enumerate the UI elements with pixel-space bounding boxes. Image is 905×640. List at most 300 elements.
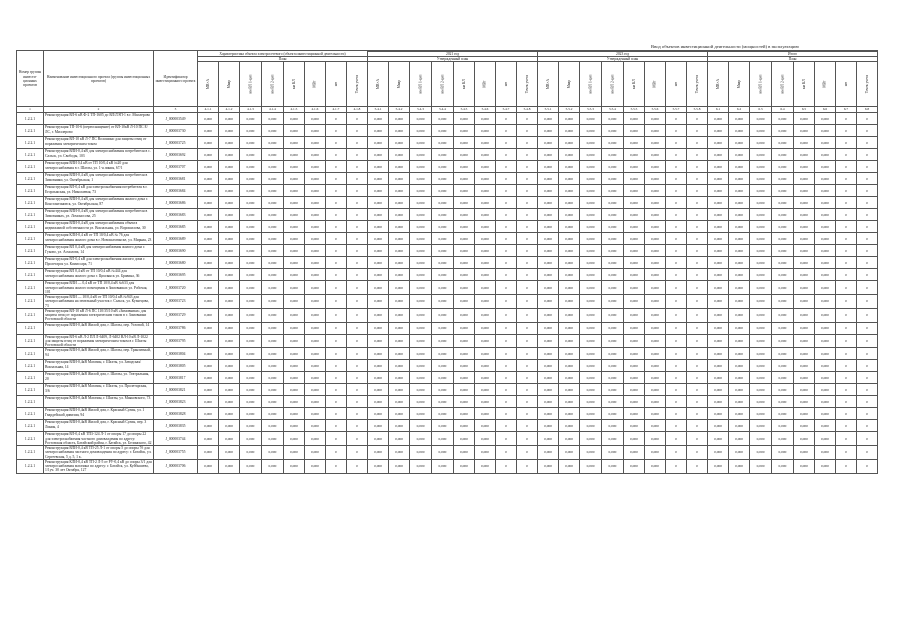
row-value: 0,000	[368, 281, 389, 295]
column-index: 6.8	[856, 107, 877, 113]
row-value: 0,000	[814, 161, 835, 173]
row-value: 0	[325, 322, 346, 334]
row-value: 0	[686, 209, 707, 221]
row-value: 0,000	[219, 161, 240, 173]
row-value: 0,000	[219, 372, 240, 384]
header-unit-3-5	[814, 62, 835, 107]
row-value: 0	[495, 420, 516, 432]
row-value: 0,000	[389, 269, 410, 281]
row-value: 0,000	[814, 348, 835, 360]
header-unit-2-3	[602, 62, 624, 107]
row-value: 0	[325, 360, 346, 372]
header-characteristics: Характеристика объекта электросетевого (объекта инвестиционной деятельности)	[198, 51, 368, 57]
row-value: 0	[325, 420, 346, 432]
row-value: 0,000	[389, 446, 410, 460]
row-value: 0,000	[453, 269, 474, 281]
row-value: 0	[835, 125, 856, 137]
header-unit-0-2	[240, 62, 262, 107]
row-value: 0,000	[198, 372, 219, 384]
header-unit-0-6-text: шт	[333, 82, 338, 87]
row-value: 0,000	[538, 209, 559, 221]
row-value: 0,000	[793, 173, 814, 185]
row-value: 0,000	[729, 348, 750, 360]
row-value: 0,000	[750, 384, 772, 396]
row-value: 0,000	[729, 113, 750, 125]
row-value: 0,000	[538, 173, 559, 185]
row-value: 0,000	[793, 221, 814, 233]
column-index: 5.4.3	[410, 107, 432, 113]
row-value: 0,000	[219, 245, 240, 257]
row-value: 0,000	[283, 459, 304, 473]
row-value: 0,000	[240, 408, 262, 420]
row-value: 0,000	[602, 360, 624, 372]
row-value: 0,000	[432, 245, 454, 257]
row-value: 0,000	[580, 446, 602, 460]
row-value: 0,000	[623, 408, 644, 420]
header-unit-1-6	[495, 62, 516, 107]
row-value: 0,000	[410, 197, 432, 209]
row-value: 0,000	[283, 308, 304, 322]
row-value: 0,000	[729, 233, 750, 245]
row-value: 0,000	[814, 446, 835, 460]
row-value: 0,000	[304, 137, 325, 149]
row-value: 0,000	[410, 125, 432, 137]
row-value: 0,000	[198, 334, 219, 348]
row-value: 0,000	[261, 245, 283, 257]
row-value: 0	[856, 113, 877, 125]
row-code: 1.2.2.1	[17, 257, 44, 269]
header-plan-total: План	[708, 57, 878, 62]
row-value: 0,000	[708, 269, 729, 281]
row-value: 0,000	[750, 173, 772, 185]
row-value: 0	[495, 446, 516, 460]
row-value: 0	[495, 257, 516, 269]
row-value: 0	[516, 185, 537, 197]
row-value: 0,000	[283, 221, 304, 233]
row-value: 0,000	[410, 113, 432, 125]
row-value: 0,000	[198, 125, 219, 137]
row-id: J_000003680	[154, 257, 198, 269]
row-value: 0,000	[623, 334, 644, 348]
header-unit-0-7-text: Точек учета	[354, 75, 359, 94]
row-value: 0,000	[283, 408, 304, 420]
row-value: 0,000	[432, 308, 454, 322]
row-value: 0,000	[410, 360, 432, 372]
row-value: 0	[686, 221, 707, 233]
row-value: 0,000	[198, 384, 219, 396]
row-value: 0,000	[750, 281, 772, 295]
row-value: 0,000	[261, 446, 283, 460]
row-value: 0,000	[602, 281, 624, 295]
row-value: 0,000	[644, 295, 665, 309]
row-value: 0	[516, 173, 537, 185]
row-value: 0,000	[304, 360, 325, 372]
row-value: 0,000	[410, 233, 432, 245]
column-index: 5.5.7	[665, 107, 686, 113]
column-index: 5.5.4	[602, 107, 624, 113]
row-value: 0,000	[538, 185, 559, 197]
row-value: 0	[686, 322, 707, 334]
row-value: 0,000	[538, 420, 559, 432]
row-value: 0,000	[240, 432, 262, 446]
row-value: 0,000	[750, 396, 772, 408]
row-value: 0	[856, 197, 877, 209]
header-unit-3-0	[708, 62, 729, 107]
row-code: 1.2.2.1	[17, 125, 44, 137]
row-value: 0,000	[453, 360, 474, 372]
row-value: 0	[346, 137, 367, 149]
row-value: 0,000	[283, 348, 304, 360]
row-value: 0,000	[538, 161, 559, 173]
row-value: 0,000	[708, 161, 729, 173]
row-code: 1.2.2.1	[17, 161, 44, 173]
row-name: Реконструкция ВЛИ-0,4 кВ для электроснабжения потребителя в Зимовники, ул. Октябрьская, 1	[44, 173, 154, 185]
row-value: 0	[495, 360, 516, 372]
row-value: 0,000	[538, 113, 559, 125]
header-unit-0-2-text: км ВЛ 1-цеп	[248, 74, 253, 94]
row-value: 0,000	[389, 137, 410, 149]
row-value: 0,000	[410, 209, 432, 221]
row-value: 0,000	[389, 334, 410, 348]
row-code: 1.2.2.1	[17, 432, 44, 446]
row-value: 0,000	[219, 149, 240, 161]
column-index: 1	[17, 107, 44, 113]
row-value: 0,000	[602, 185, 624, 197]
row-value: 0	[325, 334, 346, 348]
row-value: 0	[346, 125, 367, 137]
column-index: 5.4.2	[389, 107, 410, 113]
row-value: 0,000	[261, 209, 283, 221]
table-row	[17, 185, 878, 197]
row-value: 0,000	[623, 384, 644, 396]
row-value: 0	[686, 432, 707, 446]
row-value: 0,000	[602, 221, 624, 233]
row-value: 0,000	[304, 269, 325, 281]
header-unit-2-1-text: Мвар	[566, 80, 571, 89]
row-value: 0,000	[410, 269, 432, 281]
row-value: 0,000	[708, 322, 729, 334]
row-value: 0,000	[474, 334, 495, 348]
row-value: 0,000	[623, 372, 644, 384]
row-value: 0,000	[623, 185, 644, 197]
row-value: 0,000	[708, 295, 729, 309]
row-value: 0	[516, 137, 537, 149]
row-value: 0,000	[538, 245, 559, 257]
table-row	[17, 372, 878, 384]
row-code: 1.2.2.1	[17, 308, 44, 322]
row-value: 0	[325, 408, 346, 420]
row-value: 0,000	[432, 281, 454, 295]
row-value: 0	[665, 197, 686, 209]
row-value: 0,000	[453, 173, 474, 185]
row-id: J_000003755	[154, 446, 198, 460]
row-value: 0	[346, 459, 367, 473]
row-value: 0,000	[772, 420, 794, 432]
row-value: 0	[686, 245, 707, 257]
column-index: 5.5.8	[686, 107, 707, 113]
column-index: 4.1.4	[261, 107, 283, 113]
row-value: 0	[686, 281, 707, 295]
row-value: 0,000	[644, 221, 665, 233]
row-value: 0,000	[814, 233, 835, 245]
row-value: 0,000	[729, 384, 750, 396]
row-value: 0,000	[793, 137, 814, 149]
row-value: 0,000	[559, 137, 580, 149]
row-value: 0,000	[389, 308, 410, 322]
row-value: 0	[665, 322, 686, 334]
row-value: 0,000	[538, 257, 559, 269]
row-value: 0,000	[389, 161, 410, 173]
row-value: 0,000	[474, 408, 495, 420]
row-id: J_000003689	[154, 233, 198, 245]
row-value: 0,000	[814, 245, 835, 257]
row-value: 0,000	[644, 420, 665, 432]
row-value: 0,000	[261, 197, 283, 209]
row-value: 0,000	[432, 334, 454, 348]
row-value: 0,000	[304, 197, 325, 209]
row-value: 0,000	[708, 420, 729, 432]
row-value: 0	[665, 209, 686, 221]
row-value: 0	[856, 137, 877, 149]
row-value: 0,000	[708, 384, 729, 396]
row-value: 0,000	[240, 372, 262, 384]
row-value: 0,000	[729, 360, 750, 372]
row-value: 0	[516, 113, 537, 125]
row-value: 0,000	[602, 384, 624, 396]
row-value: 0,000	[261, 308, 283, 322]
column-index: 2	[44, 107, 154, 113]
row-value: 0,000	[793, 233, 814, 245]
row-value: 0,000	[283, 322, 304, 334]
row-value: 0,000	[814, 384, 835, 396]
row-value: 0,000	[602, 161, 624, 173]
row-value: 0	[346, 372, 367, 384]
table-row	[17, 432, 878, 446]
row-value: 0,000	[793, 459, 814, 473]
row-value: 0	[665, 161, 686, 173]
row-value: 0,000	[474, 384, 495, 396]
row-name: Реконструкция ВЛИ-0,4кВ Жилой дом, г. Шахты, ул. Театральная, 20	[44, 372, 154, 384]
row-value: 0,000	[198, 113, 219, 125]
row-code: 1.2.2.1	[17, 459, 44, 473]
table-row	[17, 420, 878, 432]
row-value: 0	[495, 221, 516, 233]
row-value: 0,000	[368, 197, 389, 209]
header-plan: План	[198, 57, 368, 62]
row-value: 0,000	[623, 125, 644, 137]
row-code: 1.2.2.1	[17, 396, 44, 408]
row-value: 0	[686, 233, 707, 245]
row-value: 0,000	[644, 396, 665, 408]
row-value: 0,000	[750, 233, 772, 245]
row-value: 0,000	[580, 137, 602, 149]
row-value: 0,000	[729, 209, 750, 221]
row-value: 0,000	[793, 269, 814, 281]
row-value: 0,000	[198, 281, 219, 295]
row-value: 0,000	[389, 197, 410, 209]
row-value: 0	[835, 348, 856, 360]
row-value: 0	[856, 295, 877, 309]
row-value: 0,000	[580, 161, 602, 173]
row-value: 0,000	[814, 137, 835, 149]
header-unit-2-5	[644, 62, 665, 107]
header-unit-3-6	[835, 62, 856, 107]
table-row	[17, 384, 878, 396]
row-value: 0,000	[389, 149, 410, 161]
row-value: 0,000	[772, 245, 794, 257]
table-row	[17, 348, 878, 360]
header-unit-2-0	[538, 62, 559, 107]
header-unit-1-4-text: км КЛ	[461, 79, 466, 90]
row-value: 0,000	[219, 459, 240, 473]
row-value: 0	[856, 185, 877, 197]
row-value: 0,000	[219, 384, 240, 396]
row-value: 0,000	[261, 125, 283, 137]
row-value: 0,000	[219, 209, 240, 221]
row-value: 0,000	[432, 197, 454, 209]
row-name: Реконструкция ВЛ-6 кВ Ф-2 ТП-1605 до ВЛ/ЛЭП-1 в г. Миллерово	[44, 113, 154, 125]
row-value: 0	[835, 173, 856, 185]
row-value: 0,000	[644, 269, 665, 281]
row-value: 0,000	[261, 372, 283, 384]
row-value: 0,000	[602, 137, 624, 149]
row-value: 0	[835, 432, 856, 446]
row-code: 1.2.2.1	[17, 334, 44, 348]
row-value: 0,000	[219, 233, 240, 245]
row-value: 0,000	[432, 348, 454, 360]
row-value: 0,000	[410, 396, 432, 408]
row-value: 0,000	[793, 281, 814, 295]
row-value: 0,000	[559, 432, 580, 446]
row-value: 0,000	[750, 137, 772, 149]
table-row	[17, 233, 878, 245]
row-value: 0,000	[750, 185, 772, 197]
row-value: 0,000	[580, 125, 602, 137]
row-value: 0	[516, 295, 537, 309]
row-value: 0,000	[602, 113, 624, 125]
row-value: 0,000	[304, 322, 325, 334]
row-value: 0	[686, 149, 707, 161]
row-value: 0	[856, 149, 877, 161]
row-value: 0,000	[474, 322, 495, 334]
row-value: 0,000	[729, 245, 750, 257]
row-value: 0,000	[474, 173, 495, 185]
row-value: 0,000	[432, 185, 454, 197]
row-value: 0,000	[453, 233, 474, 245]
row-value: 0,000	[772, 173, 794, 185]
row-value: 0,000	[602, 269, 624, 281]
row-value: 0,000	[432, 360, 454, 372]
row-value: 0,000	[474, 420, 495, 432]
row-value: 0	[495, 233, 516, 245]
row-value: 0	[516, 322, 537, 334]
row-name: Реконструкция ВЛИ-0,4кВ Жилой дом, г. Шахты, пер. Угловой, 14	[44, 322, 154, 334]
row-value: 0,000	[538, 432, 559, 446]
row-value: 0,000	[198, 269, 219, 281]
row-value: 0	[346, 257, 367, 269]
row-code: 1.2.2.1	[17, 149, 44, 161]
row-value: 0,000	[708, 372, 729, 384]
column-index: 4.1.5	[283, 107, 304, 113]
row-value: 0,000	[240, 384, 262, 396]
table-row	[17, 322, 878, 334]
row-value: 0,000	[474, 161, 495, 173]
row-value: 0,000	[304, 432, 325, 446]
row-value: 0,000	[410, 459, 432, 473]
row-value: 0,000	[283, 281, 304, 295]
header-year-2021: 2021 год	[368, 52, 538, 57]
row-id: J_000003723	[154, 295, 198, 309]
row-code: 1.2.2.1	[17, 384, 44, 396]
row-value: 0,000	[198, 245, 219, 257]
row-value: 0,000	[772, 322, 794, 334]
row-value: 0,000	[602, 446, 624, 460]
row-value: 0,000	[283, 446, 304, 460]
row-value: 0,000	[772, 308, 794, 322]
row-value: 0,000	[240, 149, 262, 161]
row-value: 0	[665, 185, 686, 197]
row-value: 0,000	[602, 322, 624, 334]
row-value: 0	[346, 149, 367, 161]
row-value: 0,000	[432, 420, 454, 432]
row-value: 0,000	[772, 446, 794, 460]
row-value: 0,000	[559, 221, 580, 233]
row-value: 0	[516, 432, 537, 446]
column-index: 4.1.2	[219, 107, 240, 113]
row-value: 0,000	[474, 396, 495, 408]
row-value: 0,000	[793, 149, 814, 161]
row-value: 0,000	[623, 161, 644, 173]
row-value: 0	[495, 372, 516, 384]
row-value: 0	[516, 161, 537, 173]
row-value: 0,000	[240, 137, 262, 149]
row-name: Реконструкция ВЛИ 0,4 кВ от ТП 10/0,4 кВ №20 для электроснабжения в г. Шахты, ул. 1-я линия, 67/1	[44, 161, 154, 173]
row-value: 0,000	[410, 295, 432, 309]
row-value: 0,000	[219, 396, 240, 408]
row-value: 0	[665, 334, 686, 348]
header-unit-3-3-text: км ВЛ 2-цеп	[780, 74, 785, 94]
row-value: 0,000	[304, 185, 325, 197]
column-index: 5.5.5	[623, 107, 644, 113]
row-value: 0	[495, 269, 516, 281]
table-row	[17, 245, 878, 257]
row-value: 0,000	[432, 372, 454, 384]
row-value: 0,000	[283, 197, 304, 209]
row-value: 0	[325, 308, 346, 322]
row-value: 0,000	[814, 372, 835, 384]
row-code: 1.2.2.1	[17, 113, 44, 125]
row-value: 0,000	[240, 269, 262, 281]
row-value: 0,000	[729, 221, 750, 233]
row-value: 0	[325, 281, 346, 295]
row-value: 0,000	[602, 209, 624, 221]
row-value: 0,000	[198, 173, 219, 185]
row-value: 0	[325, 137, 346, 149]
row-value: 0,000	[538, 269, 559, 281]
row-value: 0,000	[410, 308, 432, 322]
row-value: 0,000	[368, 245, 389, 257]
row-value: 0,000	[559, 257, 580, 269]
header-unit-0-6	[325, 62, 346, 107]
row-value: 0	[346, 432, 367, 446]
row-value: 0	[346, 209, 367, 221]
row-value: 0	[325, 295, 346, 309]
row-value: 0,000	[793, 372, 814, 384]
row-value: 0,000	[729, 125, 750, 137]
row-name: Реконструкция КЛИ-0,4 кВ ТП-2 Л-5 от РУ-0,4 кВ до опоры 3/1 для электроснабжения магазина по адресу: г. Батайск, ул. Куйбышева, 1/1уч. 30 лет Октября, 127	[45, 459, 152, 473]
row-value: 0	[665, 446, 686, 460]
row-value: 0	[325, 459, 346, 473]
